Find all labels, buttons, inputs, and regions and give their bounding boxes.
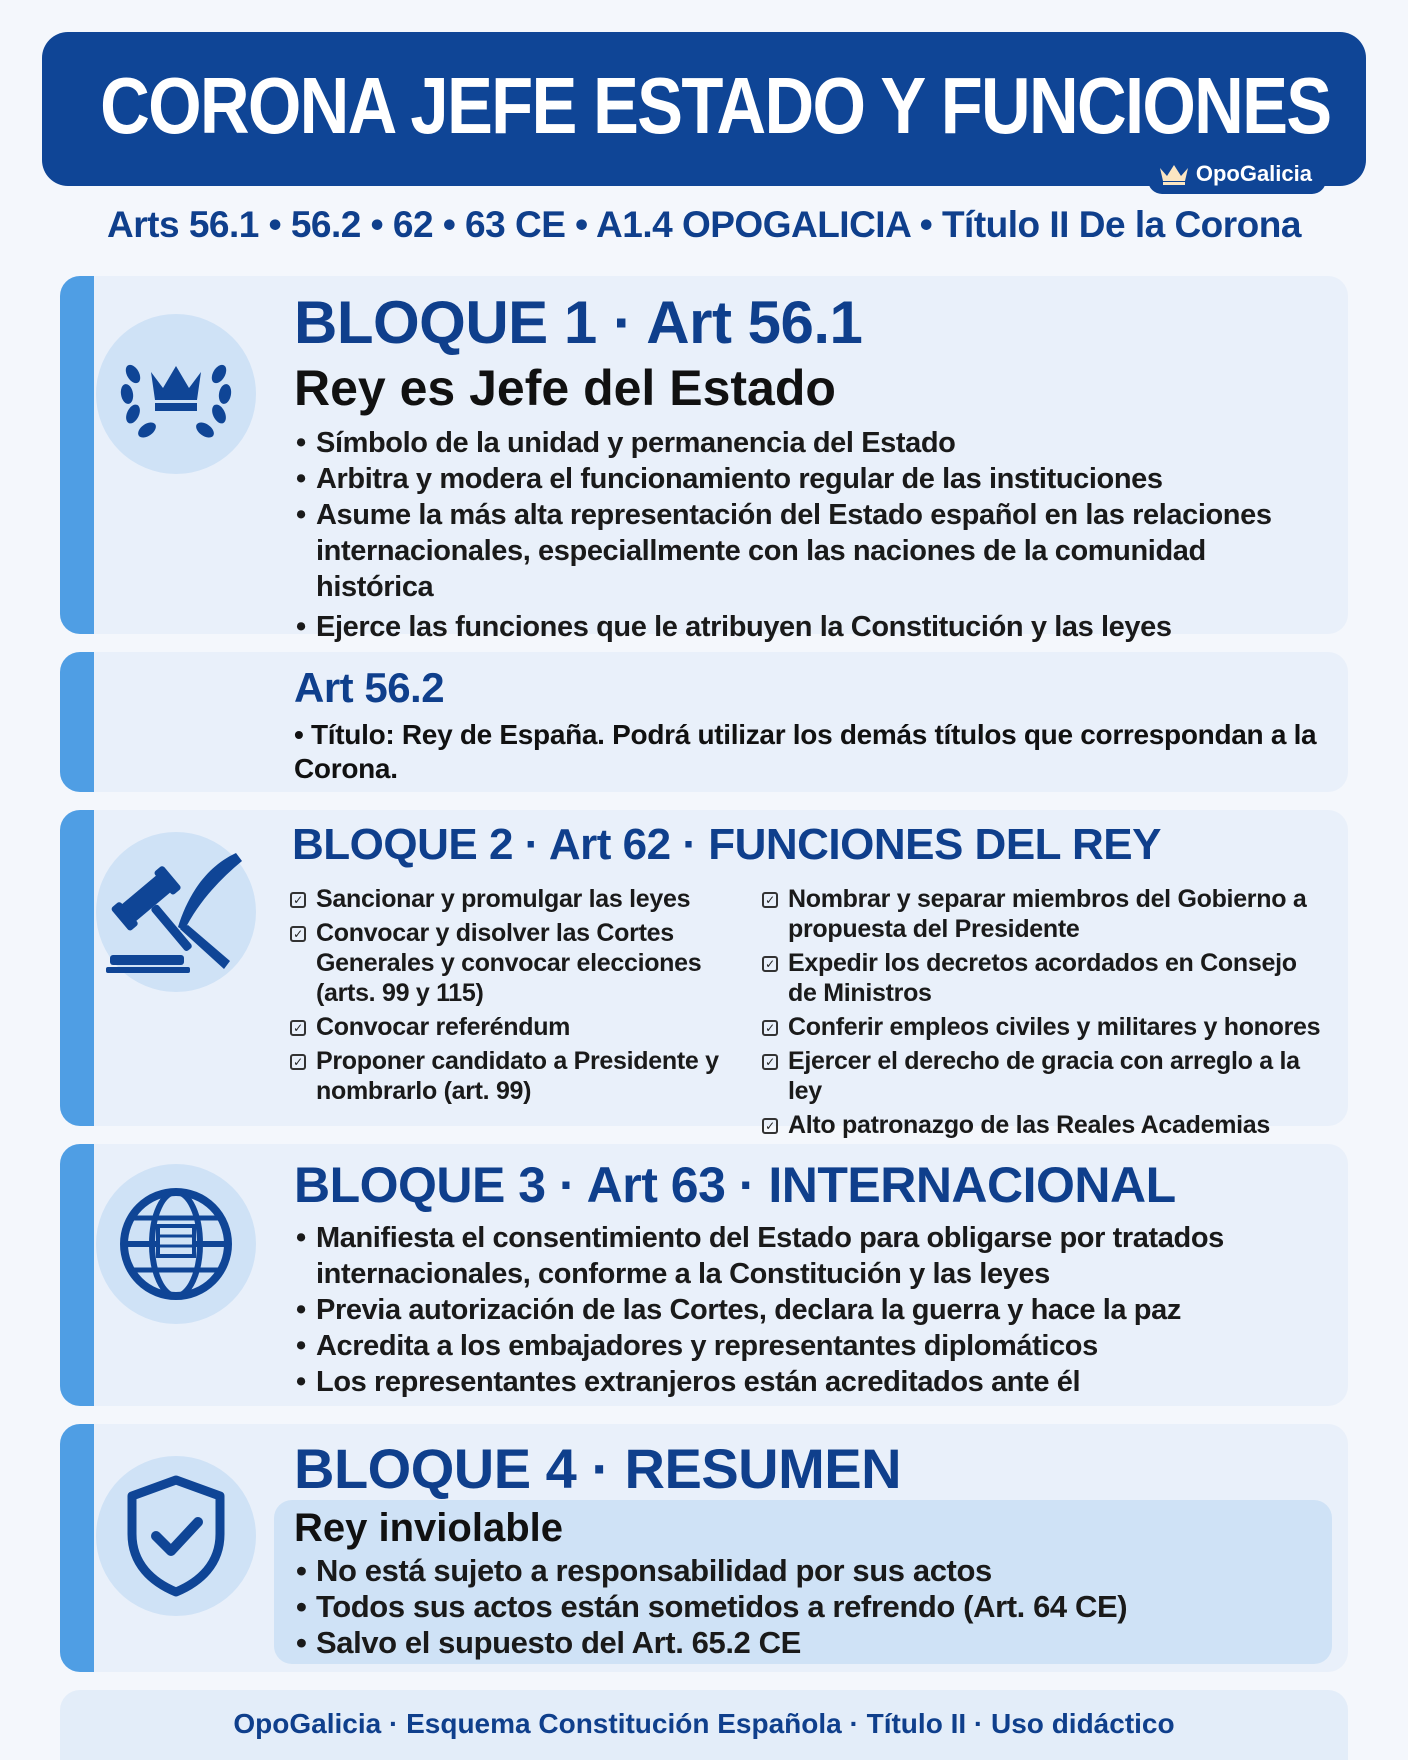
bloque3-content bbox=[294, 1156, 1294, 1400]
checkbox-icon: ✓ bbox=[762, 956, 778, 972]
checkbox-icon: ✓ bbox=[762, 892, 778, 908]
list-item: • Arbitra y modera el funcionamiento regular de las instituciones bbox=[294, 461, 1314, 497]
list-item bbox=[762, 1012, 1322, 1042]
list-item: • Asume la más alta representación del Estado español en las relaciones internacionales, especiallmente con las naciones de la comunidad histórica bbox=[294, 497, 1314, 605]
list-item bbox=[290, 1046, 760, 1106]
art562-text: • Título: Rey de España. Podrá utilizar los demás títulos que correspondan a la Corona. bbox=[294, 719, 1317, 784]
checkbox-icon: ✓ bbox=[762, 1020, 778, 1036]
bloque1-list bbox=[294, 425, 1314, 645]
checkbox-icon: ✓ bbox=[290, 1020, 306, 1036]
page-subtitle: Arts 56.1 • 56.2 • 62 • 63 CE • A1.4 OPOGALICIA • Título II De la Corona bbox=[107, 204, 1301, 245]
bloque1-subtitle: Rey es Jefe del Estado bbox=[294, 360, 836, 416]
bloque4-title: BLOQUE 4 · RESUMEN bbox=[294, 1437, 902, 1500]
list-item: • Ejerce las funciones que le atribuyen la Constitución y las leyes bbox=[294, 609, 1314, 645]
checkbox-icon: ✓ bbox=[290, 892, 306, 908]
list-item: • Manifiesta el consentimiento del Estado para obligarse por tratados internacionales, conforme a la Constitución y las leyes bbox=[294, 1220, 1294, 1292]
list-item bbox=[290, 918, 760, 1008]
header-banner bbox=[42, 32, 1366, 186]
globe-icon bbox=[118, 1186, 234, 1302]
crown-laurel-icon bbox=[111, 344, 241, 444]
art562-text-value: Título: Rey de España. Podrá utilizar los demás títulos que correspondan a la Corona. bbox=[294, 719, 1317, 784]
list-item-text: Conferir empleos civiles y militares y honores bbox=[788, 1013, 1321, 1041]
list-item: • Los representantes extranjeros están acreditados ante él bbox=[294, 1364, 1294, 1400]
bloque2-icon-circle bbox=[96, 832, 256, 992]
crown-icon bbox=[1158, 162, 1190, 186]
list-item bbox=[762, 884, 1322, 944]
list-item-text: Convocar y disolver las Cortes Generales y convocar elecciones (arts. 99 y 115) bbox=[316, 919, 702, 1007]
bloque2-list-right bbox=[762, 884, 1322, 1144]
list-item: • Acredita a los embajadores y representantes diplomáticos bbox=[294, 1328, 1294, 1364]
list-item-text: Sancionar y promulgar las leyes bbox=[316, 885, 691, 913]
list-item-text: Proponer candidato a Presidente y nombrarlo (art. 99) bbox=[316, 1047, 719, 1105]
checkbox-icon: ✓ bbox=[290, 1054, 306, 1070]
list-item-text: Alto patronazgo de las Reales Academias bbox=[788, 1111, 1270, 1139]
checkbox-icon: ✓ bbox=[762, 1054, 778, 1070]
list-item bbox=[290, 884, 760, 914]
header-title-row bbox=[42, 56, 1366, 156]
bloque2-list-left bbox=[290, 884, 760, 1110]
list-item bbox=[290, 1012, 760, 1042]
list-item: • No está sujeto a responsabilidad por sus actos bbox=[294, 1553, 1314, 1589]
brand-badge bbox=[1148, 154, 1326, 194]
gavel-quill-icon bbox=[106, 847, 246, 977]
bloque3-title: BLOQUE 3 · Art 63 · INTERNACIONAL bbox=[294, 1157, 1176, 1213]
list-item-text: Ejercer el derecho de gracia con arreglo a la ley bbox=[788, 1047, 1300, 1105]
list-item bbox=[762, 1110, 1322, 1140]
list-item bbox=[762, 948, 1322, 1008]
brand-name: OpoGalicia bbox=[1195, 161, 1312, 186]
bloque4-subtitle: Rey inviolable bbox=[294, 1506, 563, 1550]
bloque4-icon-circle bbox=[96, 1456, 256, 1616]
shield-check-icon bbox=[124, 1474, 228, 1598]
bloque1-content bbox=[294, 288, 1314, 645]
list-item-text: Expedir los decretos acordados en Consejo de Ministros bbox=[788, 949, 1297, 1007]
checkbox-icon: ✓ bbox=[762, 1118, 778, 1134]
list-item: • Salvo el supuesto del Art. 65.2 CE bbox=[294, 1625, 1314, 1661]
art562-title: Art 56.2 bbox=[294, 664, 445, 711]
bloque3-list bbox=[294, 1220, 1294, 1400]
bloque1-title: BLOQUE 1 · Art 56.1 bbox=[294, 289, 863, 356]
bloque4-list bbox=[294, 1553, 1314, 1661]
list-item bbox=[762, 1046, 1322, 1106]
list-item: • Símbolo de la unidad y permanencia del Estado bbox=[294, 425, 1314, 461]
list-item: • Previa autorización de las Cortes, declara la guerra y hace la paz bbox=[294, 1292, 1294, 1328]
art562-content bbox=[294, 664, 1324, 786]
list-item-text: Nombrar y separar miembros del Gobierno a propuesta del Presidente bbox=[788, 885, 1307, 943]
bloque4-content bbox=[294, 1506, 1314, 1661]
bloque2-title: BLOQUE 2 · Art 62 · FUNCIONES DEL REY bbox=[292, 820, 1161, 869]
bloque3-icon-circle bbox=[96, 1164, 256, 1324]
list-item-text: Convocar referéndum bbox=[316, 1013, 571, 1041]
footer bbox=[60, 1690, 1348, 1760]
footer-text: OpoGalicia · Esquema Constitución Española · Título II · Uso didáctico bbox=[233, 1708, 1175, 1739]
page-title: CORONA JEFE ESTADO Y FUNCIONES bbox=[99, 61, 1331, 150]
checkbox-icon: ✓ bbox=[290, 926, 306, 942]
bloque1-icon-circle bbox=[96, 314, 256, 474]
list-item: • Todos sus actos están sometidos a refrendo (Art. 64 CE) bbox=[294, 1589, 1314, 1625]
